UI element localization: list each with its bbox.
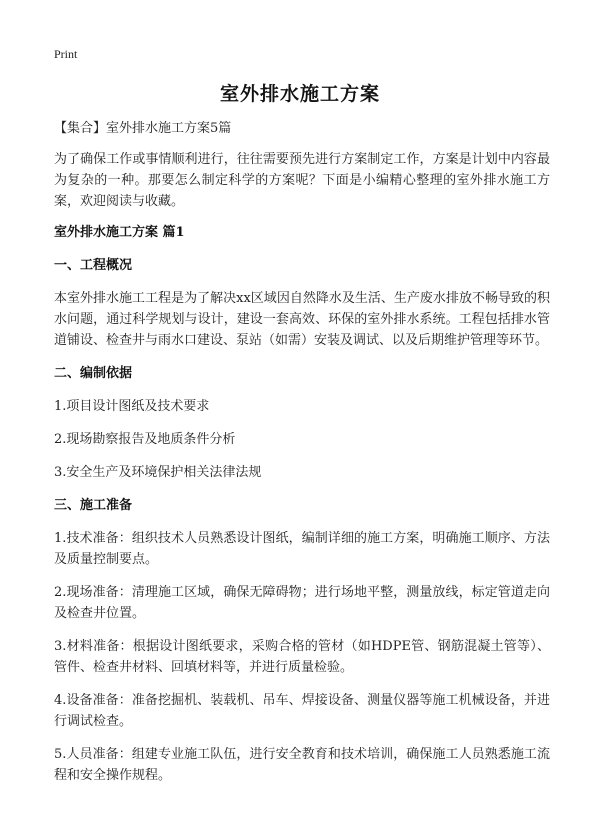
article-heading: 室外排水施工方案 篇1 [54,225,185,240]
section-paragraph: 本室外排水施工工程是为了解决xx区域因自然降水及生活、生产废水排放不畅导致的积水问题，通过科学规划与设计，建设一套高效、环保的室外排水系统。工程包括排水管道铺设、检查井与雨水口建设、泵站（如需）安装及调试、以及后期维护管理等环节。 [54,291,550,348]
list-item: 5.人员准备：组建专业施工队伍，进行安全教育和技术培训，确保施工人员熟悉施工流程和安全操作规程。 [54,747,550,783]
print-label: Print [54,47,78,61]
list-item: 3.材料准备：根据设计图纸要求，采购合格的管材（如HDPE管、钢筋混凝土管等）、管件、检查井材料、回填材料等，并进行质量检验。 [54,639,550,675]
section-heading: 三、施工准备 [54,498,133,513]
list-item: 1.技术准备：组织技术人员熟悉设计图纸，编制详细的施工方案，明确施工顺序、方法及质量控制要点。 [54,531,550,567]
list-item: 3.安全生产及环境保护相关法律法规 [54,465,262,480]
section-heading: 一、工程概况 [54,258,133,273]
list-item: 4.设备准备：准备挖掘机、装载机、吊车、焊接设备、测量仪器等施工机械设备，并进行调试检查。 [54,693,550,729]
list-item: 2.现场准备：清理施工区域，确保无障碍物；进行场地平整，测量放线，标定管道走向及检查井位置。 [54,585,550,621]
list-item: 1.项目设计图纸及技术要求 [54,399,210,414]
page-title: 室外排水施工方案 [219,83,380,105]
intro-paragraph: 为了确保工作或事情顺利进行，往往需要预先进行方案制定工作，方案是计划中内容最为复杂的一种。那要怎么制定科学的方案呢？下面是小编精心整理的室外排水施工方案，欢迎阅读与收藏。 [54,152,550,209]
collection-line: 【集合】室外排水施工方案5篇 [54,121,232,136]
list-item: 2.现场勘察报告及地质条件分析 [54,432,236,447]
section-heading: 二、编制依据 [54,366,133,381]
document-body [54,118,550,798]
